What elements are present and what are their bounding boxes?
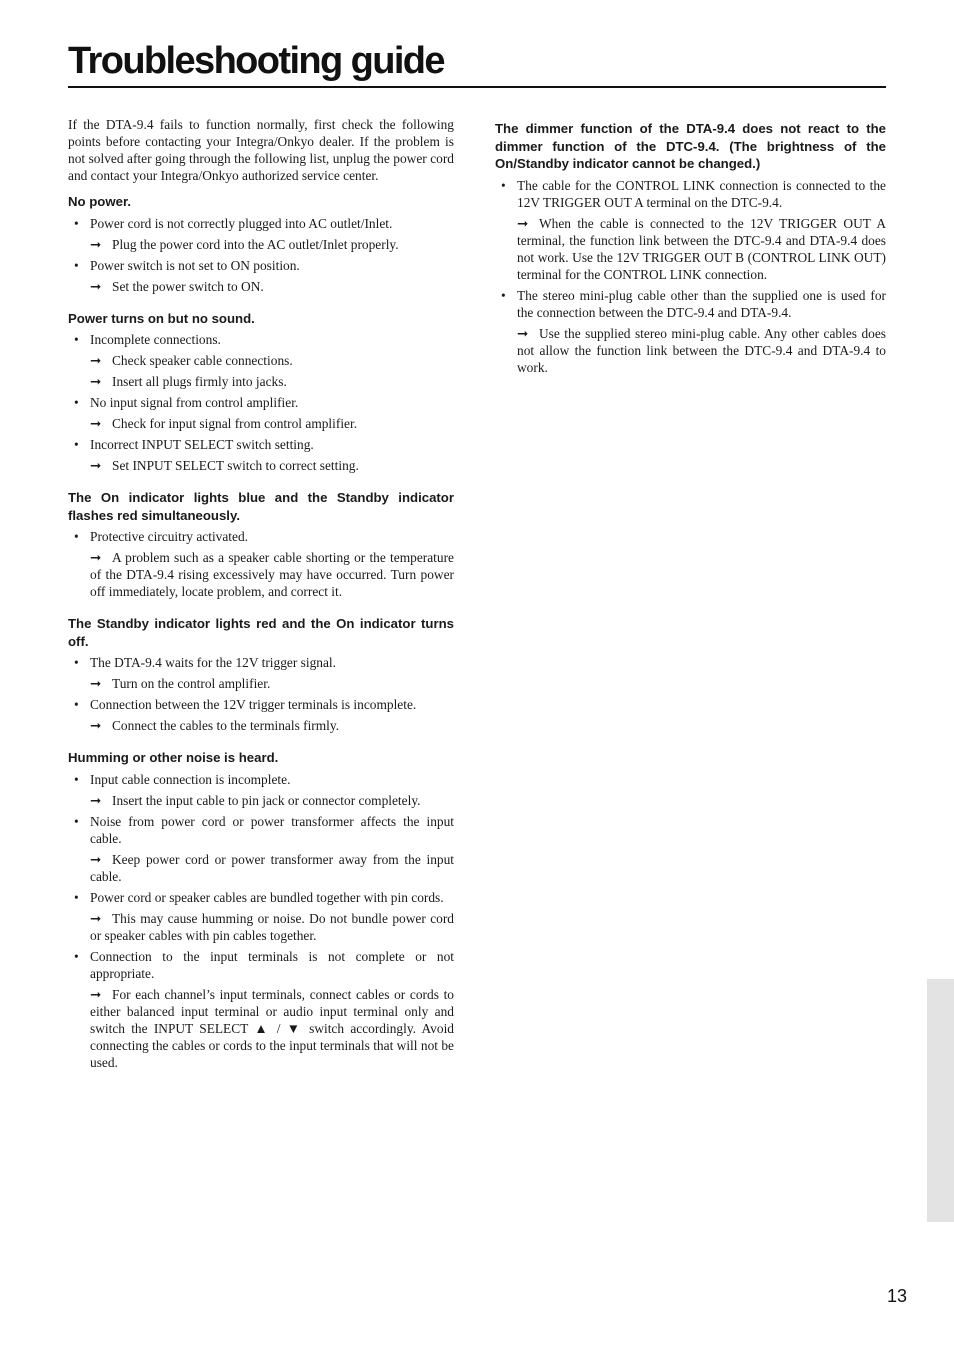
remedy-item: ➞ Set the power switch to ON.	[90, 278, 264, 294]
section-heading: Power turns on but no sound.	[68, 310, 255, 326]
arrow-icon: ➞	[90, 374, 102, 389]
arrow-icon: ➞	[517, 325, 529, 341]
arrow-icon: ➞	[90, 676, 102, 691]
list-item: • The DTA-9.4 waits for the 12V trigger signal.	[74, 655, 336, 670]
bullet-icon: •	[74, 257, 79, 273]
section-heading: Humming or other noise is heard.	[68, 750, 279, 765]
page-title: Troubleshooting guide	[68, 40, 444, 82]
remedy-item: ➞ Use the supplied stereo mini-plug cable. Any other cables does not allow the function link between the DTC-9.4 and DTA-9.4 to work.	[517, 325, 886, 375]
section-heading: The dimmer function of the DTA-9.4 does not react to the dimmer function of the DTC-9.4. (The brightness of the On/Standby indicator cannot be changed.)	[495, 121, 886, 171]
list-item: • Incorrect INPUT SELECT switch setting.	[74, 437, 314, 452]
bullet-icon: •	[74, 655, 79, 670]
bullet-icon: •	[74, 813, 79, 829]
remedy-item: ➞ Plug the power cord into the AC outlet/Inlet properly.	[90, 236, 399, 252]
section-no-sound	[68, 310, 454, 475]
section-noise	[68, 749, 454, 1071]
bullet-icon: •	[74, 771, 79, 787]
list-item: • The stereo mini-plug cable other than the supplied one is used for the connection between the DTC-9.4 and DTA-9.4.	[501, 287, 886, 320]
list-item: • Connection to the input terminals is not complete or not appropriate.	[74, 948, 454, 981]
bullet-icon: •	[501, 177, 506, 193]
remedy-item: ➞ Turn on the control amplifier.	[90, 676, 271, 691]
bullet-icon: •	[74, 437, 79, 452]
section-dimmer	[495, 120, 886, 376]
section-protection	[68, 489, 454, 600]
list-item: • Protective circuitry activated.	[74, 529, 249, 544]
arrow-icon: ➞	[90, 458, 102, 473]
list-item: • Power cord is not correctly plugged into AC outlet/Inlet.	[74, 215, 393, 231]
section-standby	[68, 615, 454, 734]
remedy-item: ➞ Check for input signal from control amplifier.	[90, 416, 358, 431]
remedy-item: ➞ Check speaker cable connections.	[90, 353, 293, 368]
arrow-icon: ➞	[90, 278, 102, 294]
bullet-icon: •	[74, 395, 79, 410]
section-heading: No power.	[68, 194, 132, 209]
arrow-icon: ➞	[90, 851, 102, 867]
arrow-icon: ➞	[90, 353, 102, 368]
bullet-icon: •	[74, 948, 79, 964]
list-item: • Input cable connection is incomplete.	[74, 771, 291, 787]
remedy-item: ➞ When the cable is connected to the 12V TRIGGER OUT A terminal, the function link between the DTC-9.4 and DTA-9.4 does not work. Use the 12V TRIGGER OUT B (CONTROL LINK OUT) terminal for the CONTROL LINK connection.	[517, 215, 886, 282]
bullet-icon: •	[74, 889, 79, 905]
intro-paragraph: If the DTA-9.4 fails to function normally, first check the following points before contacting your Integra/Onkyo dealer. If the problem is not solved after going through the following list, unplug the power cord and contact your Integra/Onkyo authorized service center.	[68, 117, 454, 183]
arrow-icon: ➞	[517, 215, 529, 231]
title-rule	[68, 86, 886, 88]
list-item: • Noise from power cord or power transformer affects the input cable.	[74, 813, 454, 846]
bullet-icon: •	[74, 529, 79, 544]
list-item: • The cable for the CONTROL LINK connection is connected to the 12V TRIGGER OUT A terminal on the DTC-9.4.	[501, 177, 886, 210]
remedy-item: ➞ Insert all plugs firmly into jacks.	[90, 374, 287, 389]
list-item: • Power cord or speaker cables are bundled together with pin cords.	[74, 889, 444, 905]
bullet-icon: •	[74, 215, 79, 231]
list-item: • No input signal from control amplifier.	[74, 395, 299, 410]
left-column	[68, 116, 454, 1086]
remedy-item: ➞ This may cause humming or noise. Do not bundle power cord or speaker cables with pin cables together.	[90, 910, 454, 943]
arrow-icon: ➞	[90, 550, 102, 565]
right-column	[495, 120, 886, 391]
page-number: 13	[887, 1286, 908, 1306]
list-item: • Connection between the 12V trigger terminals is incomplete.	[74, 697, 417, 712]
arrow-icon: ➞	[90, 236, 102, 252]
bullet-icon: •	[74, 332, 79, 347]
bullet-icon: •	[74, 697, 79, 712]
remedy-item: ➞ Insert the input cable to pin jack or connector completely.	[90, 792, 421, 808]
section-heading: The Standby indicator lights red and the On indicator turns off.	[68, 616, 454, 649]
section-heading: The On indicator lights blue and the Standby indicator flashes red simultaneously.	[68, 490, 454, 523]
arrow-icon: ➞	[90, 416, 102, 431]
remedy-item: ➞ Keep power cord or power transformer away from the input cable.	[90, 851, 454, 884]
arrow-icon: ➞	[90, 718, 102, 733]
bullet-icon: •	[501, 287, 506, 303]
list-item: • Power switch is not set to ON position.	[74, 257, 300, 273]
arrow-icon: ➞	[90, 986, 102, 1002]
remedy-item: ➞ Connect the cables to the terminals firmly.	[90, 718, 340, 733]
arrow-icon: ➞	[90, 910, 102, 926]
remedy-item: ➞ A problem such as a speaker cable shorting or the temperature of the DTA-9.4 rising excessively may have occurred. Turn power off immediately, locate problem, and correct it.	[90, 550, 454, 599]
remedy-item: ➞ Set INPUT SELECT switch to correct setting.	[90, 458, 359, 473]
arrow-icon: ➞	[90, 792, 102, 808]
remedy-item: ➞ For each channel’s input terminals, connect cables or cords to either balanced input terminal or audio input terminal only and switch the INPUT SELECT ▲ / ▼ switch accordingly. Avoid connecting the cables or cords to the input terminals that will not be used.	[90, 986, 454, 1070]
section-no-power	[68, 193, 454, 295]
list-item: • Incomplete connections.	[74, 332, 221, 347]
side-tab	[927, 979, 954, 1222]
